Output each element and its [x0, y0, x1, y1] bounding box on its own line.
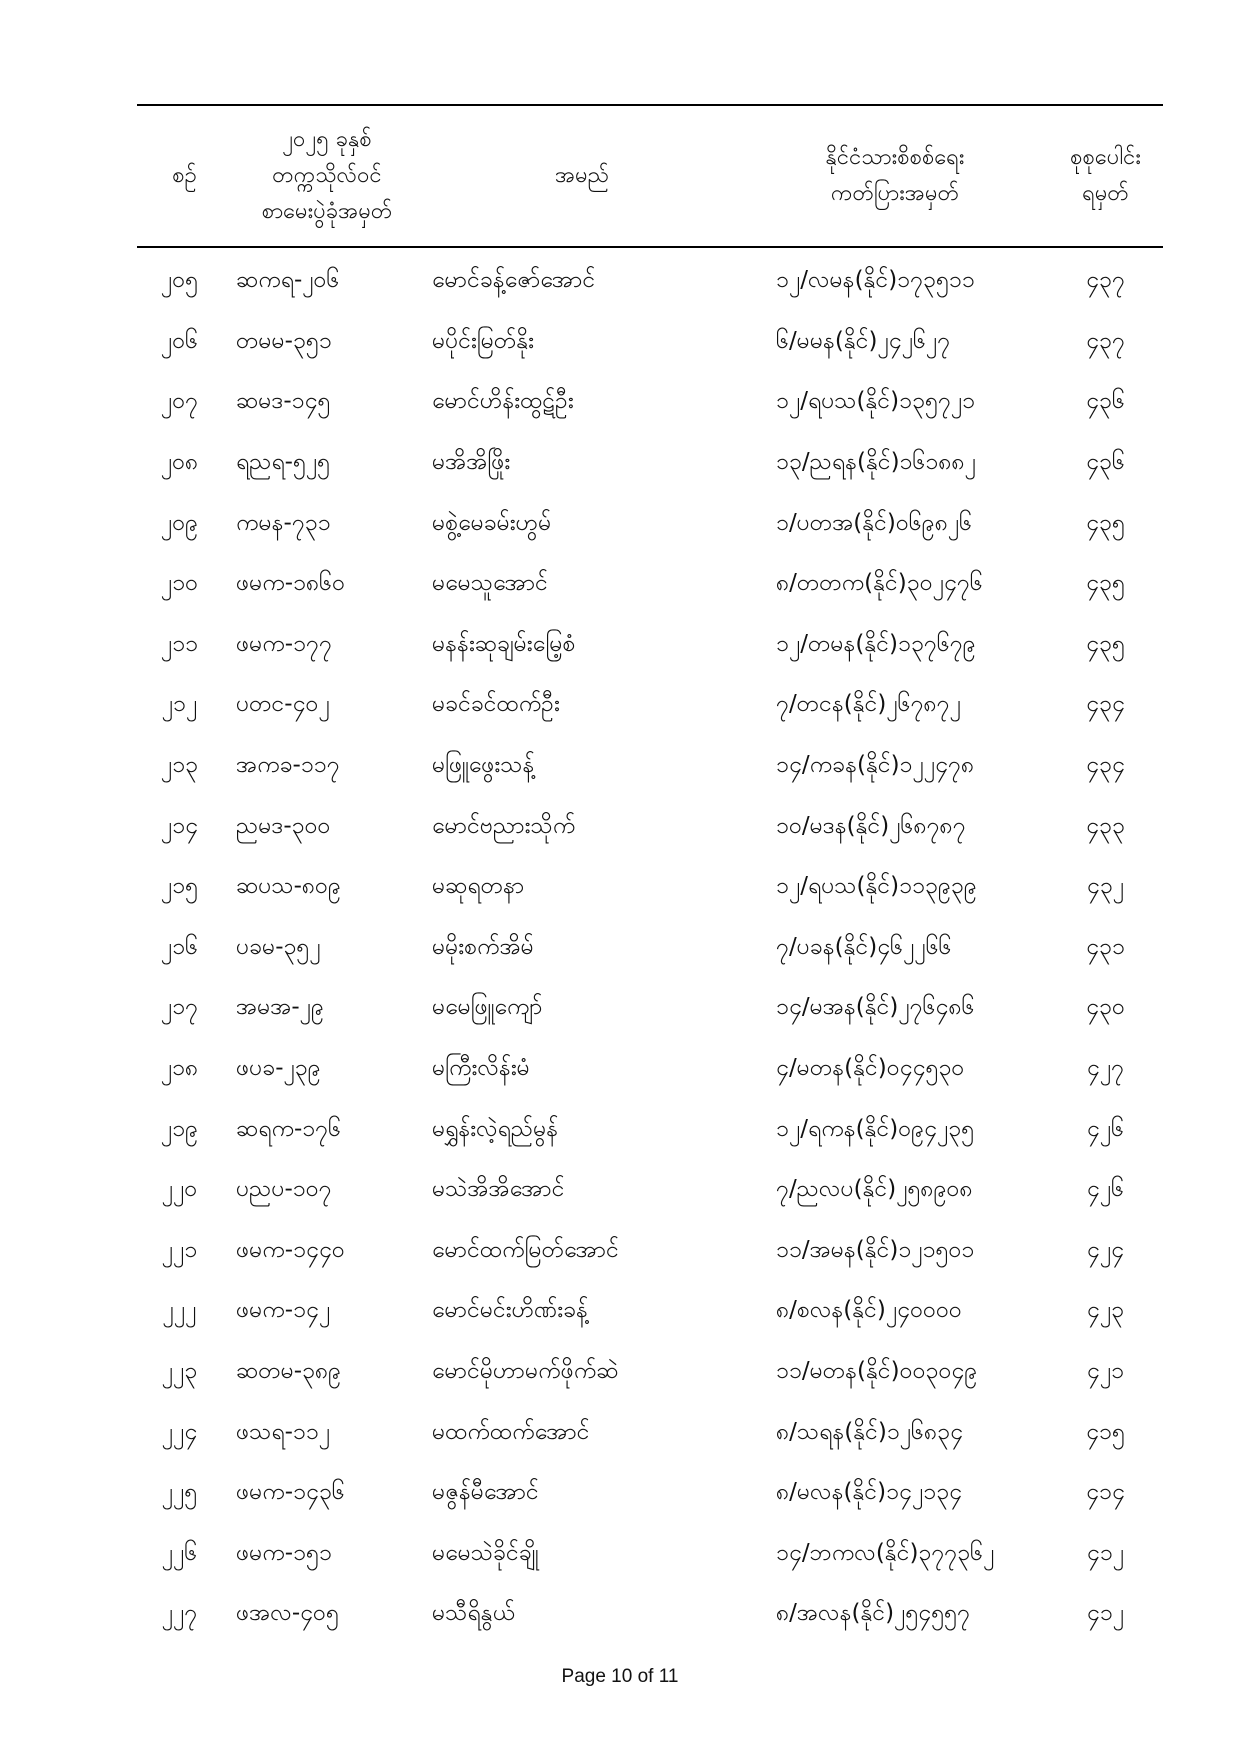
cell-name: မမေသဲခိုင်ချို [432, 1539, 539, 1566]
cell-name: မောင်မိုဟာမက်ဖိုက်ဆဲ [432, 1357, 619, 1384]
table-row [137, 1040, 1163, 1101]
cell-serial: ၂၀၉ [160, 509, 199, 536]
cell-nrc: ၁၄/ဘကလ(နိုင်)၃၇၇၃၆၂ [776, 1539, 995, 1566]
cell-total-marks: ၄၃၄ [1086, 752, 1125, 779]
table-row [137, 1585, 1163, 1646]
cell-nrc: ၁၁/မတန(နိုင်)၀၀၃၀၄၉ [776, 1357, 978, 1384]
cell-nrc: ၁၁/အမန(နိုင်)၁၂၁၅၀၁ [776, 1236, 975, 1263]
cell-name: မဇွန်မီအောင် [432, 1479, 539, 1506]
cell-serial: ၂၁၆ [160, 933, 199, 960]
table-row [137, 555, 1163, 616]
cell-name: မစွဲ့မေခမ်းဟွမ် [432, 509, 552, 536]
cell-exam-roll: ဆတမ-၃၈၉ [236, 1357, 342, 1384]
cell-total-marks: ၄၂၆ [1086, 1115, 1125, 1142]
cell-exam-roll: တမမ-၃၅၁ [236, 327, 332, 354]
table-row [137, 373, 1163, 434]
cell-serial: ၂၁၁ [160, 630, 199, 657]
cell-serial: ၂၀၆ [160, 327, 199, 354]
cell-name: မထက်ထက်အောင် [432, 1418, 590, 1445]
cell-exam-roll: ဖမက-၁၈၆၀ [236, 570, 346, 597]
cell-name: မမေဖြူကျော် [432, 994, 543, 1021]
cell-name: မမေသူအောင် [432, 570, 548, 597]
table-row [137, 676, 1163, 737]
cell-nrc: ၄/မတန(နိုင်)၀၄၄၅၃၀ [776, 1055, 965, 1082]
cell-nrc: ၈/အလန(နိုင်)၂၅၄၅၅၇ [776, 1600, 971, 1627]
cell-name: မအိအိဖြိုး [432, 449, 511, 476]
cell-exam-roll: ဖအလ-၄၀၅ [236, 1600, 339, 1627]
table-row [137, 979, 1163, 1040]
cell-name: မသဲအိအိအောင် [432, 1176, 565, 1203]
cell-nrc: ၁၂/လမန(နိုင်)၁၇၃၅၁၁ [776, 267, 975, 294]
cell-name: မောင်ဗညားသိုက် [432, 812, 576, 839]
cell-serial: ၂၂၁ [161, 1236, 198, 1263]
cell-serial: ၂၂၄ [161, 1418, 198, 1445]
cell-serial: ၂၀၇ [160, 388, 199, 415]
cell-serial: ၂၀၅ [160, 267, 199, 294]
cell-exam-roll: ဖမက-၁၇၇ [236, 630, 332, 657]
cell-exam-roll: အကခ-၁၁၇ [236, 752, 340, 779]
cell-total-marks: ၄၂၆ [1086, 1176, 1125, 1203]
cell-exam-roll: ဖမက-၁၄၃၆ [236, 1479, 345, 1506]
table-row [137, 616, 1163, 677]
cell-name: မပိုင်းမြတ်နိုး [432, 327, 534, 354]
cell-total-marks: ၄၃၁ [1086, 933, 1125, 960]
cell-name: မဆုရတနာ [432, 873, 525, 900]
cell-serial: ၂၁၄ [160, 812, 199, 839]
cell-total-marks: ၄၁၂ [1086, 1539, 1125, 1566]
cell-exam-roll: ဖပခ-၂၃၉ [236, 1055, 321, 1082]
cell-nrc: ၈/သရန(နိုင်)၁၂၆၈၃၄ [776, 1418, 964, 1445]
cell-exam-roll: ကမန-၇၃၁ [236, 509, 331, 536]
header-name: အမည် [554, 163, 610, 188]
cell-nrc: ၁၂/တမန(နိုင်)၁၃၇၆၇၉ [776, 630, 976, 657]
cell-total-marks: ၄၁၄ [1086, 1479, 1125, 1506]
header-serial: စဉ် [172, 163, 197, 188]
cell-total-marks: ၄၃၅ [1086, 509, 1125, 536]
cell-total-marks: ၄၃၅ [1086, 570, 1125, 597]
cell-exam-roll: ဆပသ-၈၀၉ [236, 873, 341, 900]
cell-total-marks: ၄၃၆ [1086, 449, 1125, 476]
table-row [137, 1161, 1163, 1222]
cell-serial: ၂၂၃ [161, 1357, 198, 1384]
cell-name: မောင်ဟိန်းထွဋ်ဦး [432, 388, 574, 415]
cell-name: မခင်ခင်ထက်ဦး [432, 691, 560, 718]
cell-exam-roll: ပညပ-၁၀၇ [236, 1176, 332, 1203]
cell-total-marks: ၄၃၂ [1086, 873, 1125, 900]
table-row [137, 919, 1163, 980]
results-table [137, 104, 1163, 1646]
cell-name: မကြီးလိန်းမံ [432, 1055, 530, 1082]
cell-serial: ၂၀၈ [160, 449, 199, 476]
table-row [137, 858, 1163, 919]
cell-nrc: ၁၃/ညရန(နိုင်)၁၆၁၈၈၂ [776, 449, 976, 476]
cell-nrc: ၁၂/ရကန(နိုင်)၀၉၄၂၃၅ [776, 1115, 975, 1142]
cell-nrc: ၈/တတက(နိုင်)၃၀၂၄၇၆ [776, 570, 983, 597]
cell-exam-roll: ဆမဒ-၁၄၅ [236, 388, 331, 415]
cell-name: မောင်ထက်မြတ်အောင် [432, 1236, 619, 1263]
cell-total-marks: ၄၂၄ [1086, 1236, 1125, 1263]
cell-serial: ၂၁၈ [160, 1055, 199, 1082]
page-number: Page 10 of 11 [561, 1666, 679, 1687]
cell-serial: ၂၂၆ [161, 1539, 198, 1566]
cell-total-marks: ၄၃၃ [1086, 812, 1125, 839]
table-row [137, 797, 1163, 858]
cell-exam-roll: ဖသရ-၁၁၂ [236, 1418, 331, 1445]
cell-nrc: ၇/ပခန(နိုင်)၄၆၂၂၆၆ [776, 933, 952, 960]
cell-nrc: ၁၄/ကခန(နိုင်)၁၂၂၄၇၈ [776, 752, 975, 779]
cell-name: မရွှန်းလဲ့ရည်မွန် [432, 1115, 559, 1142]
table-row [137, 494, 1163, 555]
cell-exam-roll: ဖမက-၁၄၄၀ [236, 1236, 345, 1263]
table-row [137, 252, 1163, 313]
cell-nrc: ၁၂/ရပသ(နိုင်)၁၃၅၇၂၁ [776, 388, 976, 415]
cell-nrc: ၈/စလန(နိုင်)၂၄၀၀၀၀ [776, 1297, 962, 1324]
cell-total-marks: ၄၁၅ [1086, 1418, 1125, 1445]
cell-total-marks: ၄၂၁ [1086, 1357, 1125, 1384]
cell-nrc: ၁၂/ရပသ(နိုင်)၁၁၃၉၃၉ [776, 873, 977, 900]
cell-total-marks: ၄၃၇ [1086, 267, 1125, 294]
cell-nrc: ၇/ညလပ(နိုင်)၂၅၈၉၀၈ [776, 1176, 973, 1203]
table-row [137, 1464, 1163, 1525]
cell-nrc: ၇/တငန(နိုင်)၂၆၇၈၇၂ [776, 691, 961, 718]
table-header-row [137, 106, 1163, 246]
cell-nrc: ၁၄/မအန(နိုင်)၂၇၆၄၈၆ [776, 994, 975, 1021]
table-row [137, 313, 1163, 374]
cell-name: မောင်မင်းဟိဏ်းခန့် [432, 1297, 588, 1324]
cell-total-marks: ၄၃၆ [1086, 388, 1125, 415]
cell-exam-roll: ညမဒ-၃၀၀ [236, 812, 331, 839]
cell-name: မသီရိနွယ် [432, 1600, 515, 1627]
cell-total-marks: ၄၂၇ [1086, 1055, 1125, 1082]
cell-serial: ၂၁၂ [161, 691, 198, 718]
cell-serial: ၂၂၅ [161, 1479, 198, 1506]
cell-serial: ၂၁၅ [160, 873, 199, 900]
cell-exam-roll: ဖမက-၁၅၁ [236, 1539, 332, 1566]
table-row [137, 1282, 1163, 1343]
table-row [137, 1343, 1163, 1404]
cell-serial: ၂၂၀ [161, 1176, 198, 1203]
cell-exam-roll: ဆကရ-၂၀၆ [236, 267, 340, 294]
cell-serial: ၂၁၇ [160, 994, 199, 1021]
header-total-marks: စုစုပေါင်း ရမှတ် [1070, 145, 1141, 206]
table-row [137, 1524, 1163, 1585]
cell-serial: ၂၂၂ [162, 1297, 197, 1324]
cell-total-marks: ၄၃၇ [1086, 327, 1125, 354]
cell-exam-roll: ပခမ-၃၅၂ [236, 933, 321, 960]
cell-serial: ၂၁၃ [160, 752, 199, 779]
table-row [137, 1222, 1163, 1283]
cell-nrc: ၆/မမန(နိုင်)၂၄၂၆၂၇ [776, 327, 951, 354]
header-nrc: နိုင်ငံသားစိစစ်ရေး ကတ်ပြားအမှတ် [825, 145, 965, 206]
cell-nrc: ၁၀/မဒန(နိုင်)၂၆၈၇၈၇ [776, 812, 966, 839]
table-row [137, 1100, 1163, 1161]
cell-exam-roll: ဆရက-၁၇၆ [236, 1115, 342, 1142]
cell-name: မဖြူဖွေးသန့် [432, 752, 535, 779]
cell-total-marks: ၄၂၃ [1086, 1297, 1125, 1324]
header-exam-roll: ၂၀၂၅ ခုနှစ် တက္ကသိုလ်ဝင် စာမေးပွဲခုံအမှတ် [261, 127, 393, 224]
cell-total-marks: ၄၃၄ [1086, 691, 1125, 718]
cell-exam-roll: ပတင-၄၀၂ [236, 691, 330, 718]
cell-nrc: ၁/ပတအ(နိုင်)၀၆၉၈၂၆ [776, 509, 973, 536]
cell-total-marks: ၄၁၂ [1086, 1600, 1125, 1627]
cell-exam-roll: အမအ-၂၉ [236, 994, 324, 1021]
cell-serial: ၂၁၀ [160, 570, 199, 597]
cell-serial: ၂၁၉ [160, 1115, 199, 1142]
cell-name: မနန်းဆုချမ်းမြေ့စံ [432, 630, 576, 657]
table-row [137, 737, 1163, 798]
table-body [137, 248, 1163, 1646]
cell-exam-roll: ဖမက-၁၄၂ [236, 1297, 331, 1324]
cell-total-marks: ၄၃၀ [1086, 994, 1125, 1021]
table-row [137, 434, 1163, 495]
cell-name: မမိုးစက်အိမ် [432, 933, 534, 960]
cell-total-marks: ၄၃၅ [1086, 630, 1125, 657]
cell-name: မောင်ခန့်ဇော်အောင် [432, 267, 596, 294]
cell-serial: ၂၂၇ [161, 1600, 198, 1627]
cell-exam-roll: ရညရ-၅၂၅ [236, 449, 331, 476]
table-row [137, 1403, 1163, 1464]
cell-nrc: ၈/မလန(နိုင်)၁၄၂၁၃၄ [776, 1479, 963, 1506]
